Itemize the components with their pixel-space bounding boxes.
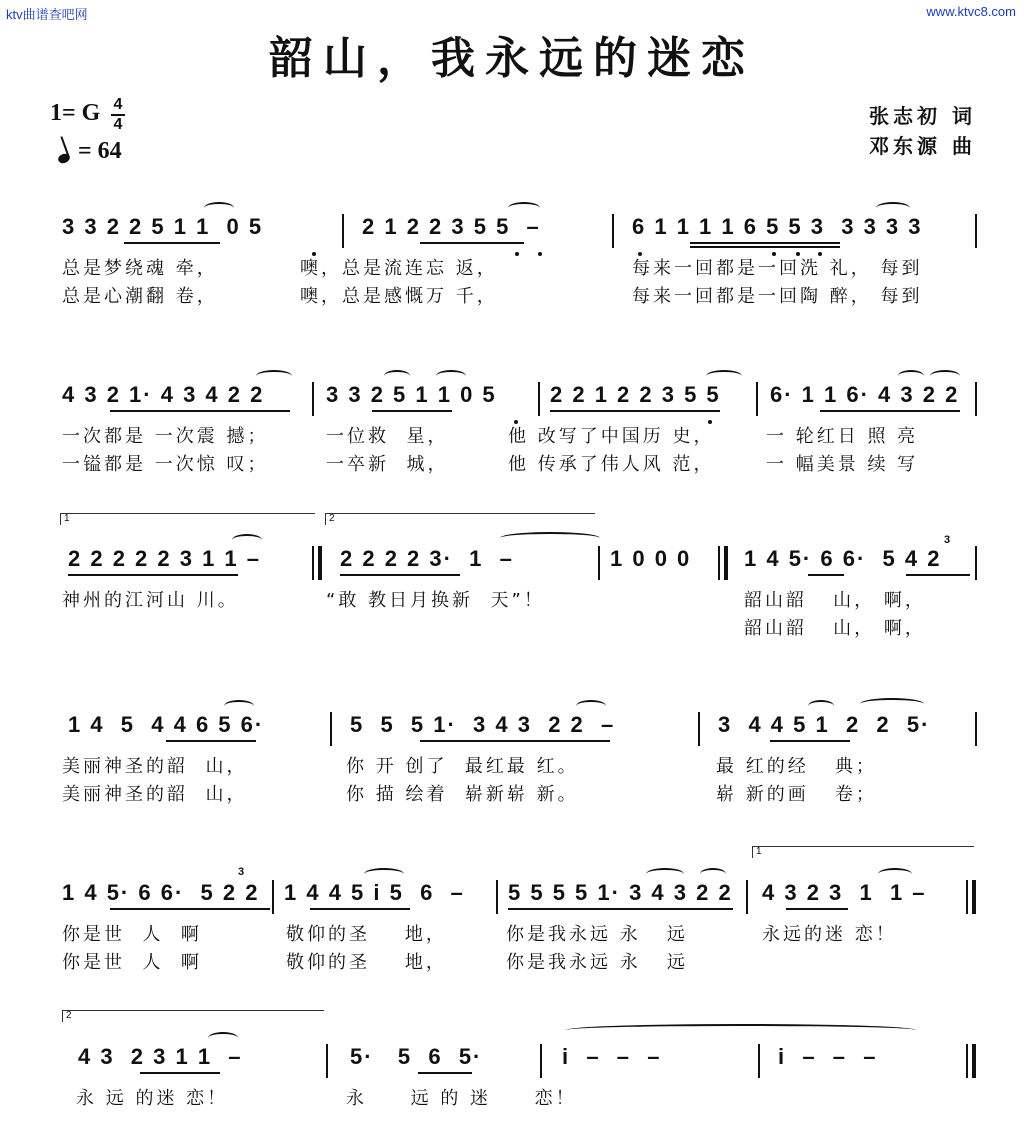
measure: 6 1 1 1 1 6 5 5 3 3 3 3 3 bbox=[632, 214, 923, 239]
lyricist-credit: 张志初 词 bbox=[869, 104, 976, 128]
measure: 4 3 2 1· 4 3 4 2 2 bbox=[62, 382, 265, 407]
lyric: 噢，总是流连忘 返， bbox=[300, 258, 498, 279]
notation-line bbox=[0, 534, 1024, 586]
lyric: 敬仰的圣 地， bbox=[286, 924, 447, 945]
slur bbox=[930, 370, 960, 382]
lyric: 你是世 人 啊 bbox=[62, 952, 202, 973]
underline bbox=[110, 410, 290, 412]
barline bbox=[698, 712, 700, 746]
lyric: 一位救 星， bbox=[326, 426, 449, 447]
barline bbox=[540, 1044, 542, 1078]
measure: 3 4 4 5 1 2 2 5· bbox=[718, 712, 931, 737]
lyric: 每来一回都是一回洗 礼， 每到 bbox=[632, 258, 923, 279]
barline bbox=[758, 1044, 760, 1078]
score-row-6 bbox=[0, 1044, 1024, 1144]
barline bbox=[975, 382, 977, 416]
barline bbox=[746, 880, 748, 914]
measure: 1 4 4 5 i 5 6 – bbox=[284, 880, 465, 905]
lyric: 一 轮红日 照 亮 bbox=[766, 426, 919, 447]
measure: 1 4 5 4 4 6 5 6· bbox=[68, 712, 265, 737]
volta-number: 2 bbox=[329, 513, 335, 524]
volta-number: 2 bbox=[66, 1010, 72, 1021]
barline bbox=[312, 382, 314, 416]
underline bbox=[124, 242, 220, 244]
barline bbox=[975, 546, 977, 580]
song-title: 韶山，我永远的迷恋 bbox=[269, 33, 755, 84]
measure: 5 5 5 5 1· 3 4 3 2 2 bbox=[508, 880, 733, 905]
measure: 1 4 5· 6 6· 5 2 2 bbox=[62, 880, 260, 905]
repeat-end-barline bbox=[318, 546, 322, 580]
barline bbox=[272, 880, 274, 914]
measure: i – – – bbox=[778, 1044, 878, 1069]
tempo-value: = 64 bbox=[78, 138, 122, 164]
time-signature-bottom: 4 bbox=[113, 116, 123, 133]
notation-line bbox=[0, 382, 1024, 422]
measure: 2 2 2 2 3· 1 – bbox=[340, 546, 514, 571]
low-octave-dot bbox=[538, 252, 542, 256]
watermark-right[interactable]: www.ktvc8.com bbox=[926, 4, 1016, 19]
slur bbox=[384, 370, 410, 382]
measure: 5· 5 6 5· bbox=[350, 1044, 483, 1069]
triplet-mark: 3 bbox=[944, 534, 951, 546]
slur bbox=[706, 370, 742, 382]
underline bbox=[340, 574, 460, 576]
slur bbox=[576, 700, 606, 712]
underline bbox=[808, 574, 844, 576]
slur bbox=[232, 534, 262, 546]
lyric: 你是我永远 永 远 bbox=[506, 952, 688, 973]
slur bbox=[878, 868, 912, 880]
slur bbox=[204, 202, 234, 214]
volta-bracket-1 bbox=[60, 513, 315, 525]
measure: 3 3 2 5 1 1 0 5 bbox=[326, 382, 497, 407]
underline bbox=[372, 410, 452, 412]
barline bbox=[612, 214, 614, 248]
barline bbox=[326, 1044, 328, 1078]
lyric: 敬仰的圣 地， bbox=[286, 952, 447, 973]
slur bbox=[500, 532, 600, 544]
lyric: 你 开 创了 最红最 红。 bbox=[346, 756, 579, 777]
underline bbox=[166, 740, 256, 742]
measure: 3 3 2 2 5 1 1 0 5 bbox=[62, 214, 264, 239]
underline bbox=[690, 246, 840, 248]
barline bbox=[718, 546, 720, 580]
time-signature-top: 4 bbox=[113, 96, 123, 113]
measure: 6· 1 1 6· 4 3 2 2 bbox=[770, 382, 960, 407]
lyric: 最 红的经 典； bbox=[716, 756, 877, 777]
underline bbox=[770, 740, 850, 742]
lyric: 一次都是 一次震 撼； bbox=[62, 426, 269, 447]
measure: 4 3 2 3 1 1 – bbox=[78, 1044, 243, 1069]
lyric: 他 传承了伟人风 范， bbox=[508, 454, 715, 475]
underline bbox=[820, 410, 960, 412]
slur bbox=[876, 202, 910, 214]
barline bbox=[598, 546, 600, 580]
slur bbox=[436, 370, 466, 382]
notation-line bbox=[0, 1044, 1024, 1084]
key-signature: 1= G bbox=[50, 100, 101, 126]
score-row-3 bbox=[0, 534, 1024, 646]
slur bbox=[898, 370, 924, 382]
volta-bracket-1 bbox=[752, 846, 974, 858]
underline bbox=[786, 908, 848, 910]
notation-line bbox=[0, 866, 1024, 920]
lyric: 每来一回都是一回陶 醉， 每到 bbox=[632, 286, 923, 307]
notation-line bbox=[0, 214, 1024, 254]
underline bbox=[140, 1072, 220, 1074]
notation-line bbox=[0, 712, 1024, 752]
tempo-marking bbox=[58, 138, 122, 165]
measure: i – – – bbox=[562, 1044, 662, 1069]
score-row-2 bbox=[0, 382, 1024, 482]
lyric: 永 远 的 迷 恋！ bbox=[346, 1088, 577, 1109]
repeat-end-barline bbox=[972, 880, 976, 914]
lyric: 总是梦绕魂 牵， bbox=[62, 258, 218, 279]
barline bbox=[756, 382, 758, 416]
lyric: 他 改写了中国历 史， bbox=[508, 426, 715, 447]
barline bbox=[496, 880, 498, 914]
underline bbox=[508, 908, 733, 910]
measure: 1 4 5· 6 6· 5 4 2 bbox=[744, 546, 942, 571]
barline bbox=[538, 382, 540, 416]
slur bbox=[860, 698, 924, 710]
lyric: 神州的江河山 川。 bbox=[62, 590, 239, 611]
measure: 2 1 2 2 3 5 5 – bbox=[362, 214, 541, 239]
slur bbox=[364, 868, 404, 880]
score-row-5 bbox=[0, 866, 1024, 980]
slur bbox=[808, 700, 834, 712]
underline bbox=[310, 908, 410, 910]
barline bbox=[342, 214, 344, 248]
barline bbox=[966, 880, 968, 914]
lyric: 美丽神圣的韶 山， bbox=[62, 756, 248, 777]
slur bbox=[566, 1024, 916, 1036]
barline bbox=[975, 214, 977, 248]
barline bbox=[330, 712, 332, 746]
measure: 5 5 5 1· 3 4 3 2 2 – bbox=[350, 712, 616, 737]
score-row-1 bbox=[0, 214, 1024, 314]
underline bbox=[110, 908, 270, 910]
underline bbox=[690, 242, 840, 244]
final-barline bbox=[972, 1044, 976, 1078]
lyric: 总是心潮翻 卷， bbox=[62, 286, 218, 307]
composer-credit: 邓东源 曲 bbox=[869, 134, 976, 158]
measure: 1 0 0 0 bbox=[610, 546, 692, 571]
slur bbox=[256, 370, 292, 382]
slur bbox=[700, 868, 726, 880]
lyric: 崭 新的画 卷； bbox=[716, 784, 877, 805]
lyric: 你是世 人 啊 bbox=[62, 924, 202, 945]
barline bbox=[975, 712, 977, 746]
underline bbox=[68, 574, 238, 576]
underline bbox=[420, 242, 524, 244]
underline bbox=[418, 1072, 472, 1074]
low-octave-dot bbox=[515, 252, 519, 256]
lyric: 一镒都是 一次惊 叹； bbox=[62, 454, 269, 475]
watermark-left: ktv曲谱查吧网 bbox=[6, 7, 88, 22]
barline bbox=[312, 546, 314, 580]
slur bbox=[508, 202, 540, 214]
triplet-mark: 3 bbox=[238, 866, 245, 878]
lyric: 永 远 的迷 恋！ bbox=[76, 1088, 229, 1109]
lyric: 韶山韶 山， 啊， bbox=[744, 618, 926, 639]
volta-number: 1 bbox=[64, 513, 70, 524]
lyric: 一 幅美景 续 写 bbox=[766, 454, 919, 475]
measure: 2 2 2 2 2 3 1 1 – bbox=[68, 546, 262, 571]
score-row-4 bbox=[0, 712, 1024, 812]
repeat-start-barline bbox=[724, 546, 728, 580]
volta-bracket-2 bbox=[325, 513, 595, 525]
underline bbox=[550, 410, 720, 412]
time-signature bbox=[111, 97, 125, 133]
underline bbox=[420, 740, 610, 742]
lyric: 韶山韶 山， 啊， bbox=[744, 590, 926, 611]
lyric: 你是我永远 永 远 bbox=[506, 924, 688, 945]
lyric: 一卒新 城， bbox=[326, 454, 449, 475]
slur bbox=[208, 1032, 238, 1044]
measure: 4 3 2 3 1 1 – bbox=[762, 880, 927, 905]
slur bbox=[646, 868, 684, 880]
lyric: “敢 教日月换新 天”！ bbox=[326, 590, 545, 611]
lyric: 美丽神圣的韶 山， bbox=[62, 784, 248, 805]
underline bbox=[906, 574, 970, 576]
quarter-note-icon bbox=[57, 152, 71, 165]
volta-bracket-2 bbox=[62, 1010, 324, 1022]
volta-number: 1 bbox=[756, 846, 762, 857]
barline bbox=[966, 1044, 968, 1078]
slur bbox=[224, 700, 254, 712]
measure: 2 2 1 2 2 3 5 5 bbox=[550, 382, 721, 407]
lyric: 永远的迷 恋！ bbox=[762, 924, 897, 945]
lyric: 你 描 绘着 崭新崭 新。 bbox=[346, 784, 579, 805]
lyric: 噢，总是感慨万 千， bbox=[300, 286, 498, 307]
